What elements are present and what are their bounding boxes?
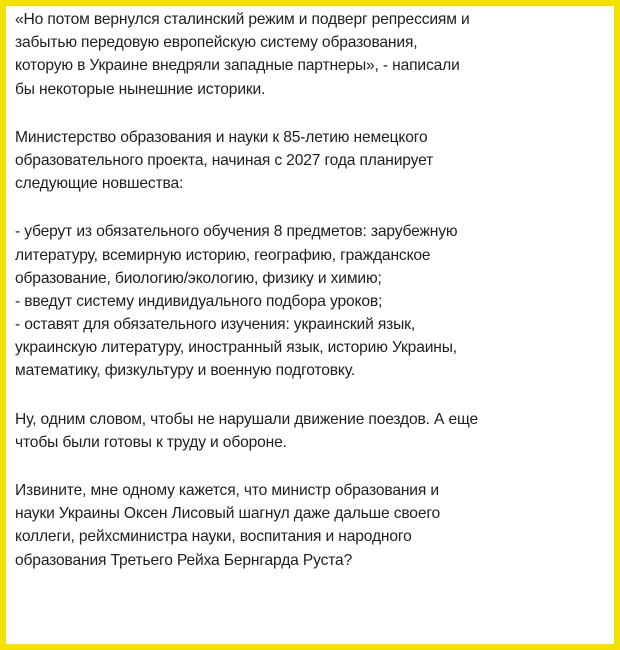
text-line: Министерство образования и науки к 85-летию немецкого <box>15 128 428 146</box>
text-line: коллеги, рейхсминистра науки, воспитания и народного <box>15 528 412 546</box>
text-line: образовательного проекта, начиная с 2027 года планирует <box>15 151 434 169</box>
text-line: забытью передовую европейскую систему образования, <box>15 34 418 52</box>
paragraph-3 <box>15 220 619 382</box>
paragraph-gap <box>15 454 619 479</box>
text-line: образование, биологию/экологию, физику и химию; <box>15 269 382 287</box>
text-line: чтобы были готовы к труду и обороне. <box>15 433 287 451</box>
text-line: «Но потом вернулся сталинский режим и подверг репрессиям и <box>15 11 470 28</box>
text-line: - введут систему индивидуального подбора уроков; <box>15 292 383 310</box>
paragraph-1 <box>15 8 619 101</box>
paragraph-gap <box>15 101 619 126</box>
text-line: следующие новшества: <box>15 175 184 193</box>
paragraph-2 <box>15 126 619 196</box>
text-line: науки Украины Оксен Лисовый шагнул даже дальше своего <box>15 505 441 523</box>
paragraph-gap <box>15 383 619 408</box>
text-line: украинскую литературу, иностранный язык, историю Украины, <box>15 339 457 357</box>
text-line: литературу, всемирную историю, географию, гражданское <box>15 246 431 264</box>
paragraph-5 <box>15 479 619 572</box>
message-text <box>15 8 619 572</box>
paragraph-4 <box>15 408 619 454</box>
text-line: - уберут из обязательного обучения 8 предметов: зарубежную <box>15 223 458 241</box>
text-line: которую в Украине внедряли западные партнеры», - написали <box>15 57 460 75</box>
text-line: бы некоторые нынешние историки. <box>15 80 266 98</box>
text-line: образования Третьего Рейха Бернгарда Руста? <box>15 551 353 569</box>
text-line: математику, физкультуру и военную подготовку. <box>15 362 356 380</box>
paragraph-gap <box>15 195 619 220</box>
text-line: - оставят для обязательного изучения: украинский язык, <box>15 316 416 334</box>
text-line: Ну, одним словом, чтобы не нарушали движение поездов. А еще <box>15 410 479 428</box>
text-line: Извините, мне одному кажется, что министр образования и <box>15 482 439 499</box>
